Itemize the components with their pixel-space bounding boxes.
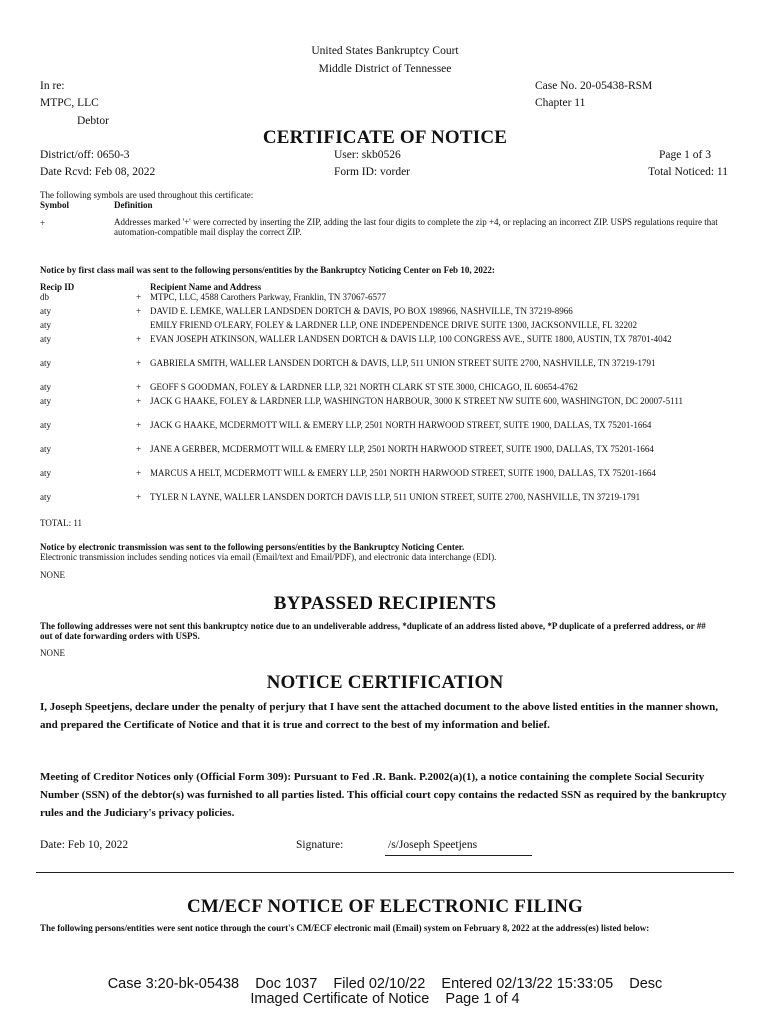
recipient-mark: + (136, 420, 142, 430)
electronic-notice-value: NONE (40, 570, 65, 580)
symbol-column-header: Symbol (40, 200, 70, 210)
bypassed-value: NONE (40, 648, 65, 658)
symbol-definition: Addresses marked '+' were corrected by inserting the ZIP, adding the last four digits to complete the zip +4, or replacing an incorrect ZIP. USPS regulations require that automation-compatible mail display the correct ZIP. (114, 217, 718, 237)
electronic-notice-heading: Notice by electronic transmission was sent to the following persons/entities by the Bankruptcy Noticing Center. (40, 542, 465, 552)
bypassed-title: BYPASSED RECIPIENTS (273, 593, 497, 614)
recipient-mark: + (136, 292, 142, 302)
form-id: Form ID: vorder (334, 166, 411, 178)
court-name: United States Bankruptcy Court (311, 45, 459, 57)
symbol-plus: + (40, 218, 46, 228)
signature-line (385, 855, 532, 856)
certification-title: NOTICE CERTIFICATION (266, 672, 504, 693)
recipient-address: JACK G HAAKE, MCDERMOTT WILL & EMERY LLP, 2501 NORTH HARWOOD STREET, SUITE 1900, DALLAS, TX 75201-1664 (150, 420, 652, 430)
court-district: Middle District of Tennessee (318, 63, 452, 75)
recipient-id: aty (40, 420, 51, 430)
mail-notice-heading: Notice by first class mail was sent to the following persons/entities by the Bankruptcy Noticing Center on Feb 10, 2022: (40, 265, 495, 275)
recipient-id: aty (40, 334, 51, 344)
user-id: User: skb0526 (334, 149, 401, 161)
recipient-address: GEOFF S GOODMAN, FOLEY & LARDNER LLP, 321 NORTH CLARK ST STE 3000, CHICAGO, IL 60654-4762 (150, 382, 578, 392)
recipient-address: DAVID E. LEMKE, WALLER LANDSDEN DORTCH & DAVIS, PO BOX 198966, NASHVILLE, TN 37219-8966 (150, 306, 573, 316)
recipient-address: JANE A GERBER, MCDERMOTT WILL & EMERY LLP, 2501 NORTH HARWOOD STREET, SUITE 1900, DALLAS, TX 75201-1664 (150, 444, 654, 454)
recipient-mark: + (136, 492, 142, 502)
total-noticed: Total Noticed: 11 (648, 166, 728, 178)
footer-case-line: Case 3:20-bk-05438 Doc 1037 Filed 02/10/22 Entered 02/13/22 15:33:05 Desc (107, 976, 663, 992)
footer-page-line: Imaged Certificate of Notice Page 1 of 4 (250, 991, 520, 1007)
recipient-address: MTPC, LLC, 4588 Carothers Parkway, Franklin, TN 37067-6577 (150, 292, 386, 302)
recipient-address: TYLER N LAYNE, WALLER LANSDEN DORTCH DAVIS LLP, 511 UNION STREET, SUITE 2700, NASHVILLE, TN 37219-1791 (150, 492, 641, 502)
recipient-id: aty (40, 306, 51, 316)
symbols-intro: The following symbols are used throughout this certificate: (40, 190, 254, 200)
recipient-mark: + (136, 334, 142, 344)
recipient-id: aty (40, 320, 51, 330)
in-re-label: In re: (40, 80, 65, 92)
recip-id-header: Recip ID (40, 282, 75, 292)
recipient-id: db (40, 292, 49, 302)
mail-total: TOTAL: 11 (40, 518, 83, 528)
date-received: Date Rcvd: Feb 08, 2022 (40, 166, 156, 178)
recipient-mark: + (136, 444, 142, 454)
page-count: Page 1 of 3 (658, 149, 711, 161)
cmecf-title: CM/ECF NOTICE OF ELECTRONIC FILING (187, 896, 583, 917)
cmecf-text: The following persons/entities were sent notice through the court's CM/ECF electronic mail (Email) system on February 8, 2022 at the address(es) listed below: (40, 923, 650, 933)
chapter: Chapter 11 (535, 97, 586, 109)
signature: /s/Joseph Speetjens (388, 839, 478, 851)
recipient-address: EMILY FRIEND O'LEARY, FOLEY & LARDNER LLP, ONE INDEPENDENCE DRIVE SUITE 1300, JACKSONVILLE, FL 32202 (150, 320, 638, 330)
district-office: District/off: 0650-3 (40, 149, 130, 161)
certification-declaration: I, Joseph Speetjens, declare under the penalty of perjury that I have sent the attached document to the above listed entities in the manner shown, and prepared the Certificate of Notice and that it is true and correct to the best of my information and belief. (40, 701, 719, 731)
definition-column-header: Definition (114, 200, 153, 210)
recipient-mark: + (136, 306, 142, 316)
recipient-id: aty (40, 468, 51, 478)
recipient-address: EVAN JOSEPH ATKINSON, WALLER LANDSEN DORTCH & DAVIS LLP, 100 CONGRESS AVE., SUITE 1800, AUSTIN, TX 78701-4042 (150, 334, 672, 344)
recipient-address: JACK G HAAKE, FOLEY & LARDNER LLP, WASHINGTON HARBOUR, 3000 K STREET NW SUITE 600, WASHINGTON, DC 20007-5111 (150, 396, 684, 406)
recipient-name-header: Recipient Name and Address (150, 282, 262, 292)
recipient-address: GABRIELA SMITH, WALLER LANSDEN DORTCH & DAVIS, LLP, 511 UNION STREET SUITE 2700, NASHVILLE, TN 37219-1791 (150, 358, 656, 368)
recipient-mark: + (136, 396, 142, 406)
recipient-id: aty (40, 396, 51, 406)
recipient-id: aty (40, 358, 51, 368)
certification-ssn-notice: Meeting of Creditor Notices only (Official Form 309): Pursuant to Fed .R. Bank. P.2002(a)(1), a notice containing the complete Social Security Number (SSN) of the debtor(s) was furnished to all parties listed. This official court copy contains the redacted SSN as required by the bankruptcy rules and the Judiciary's privacy policies. (40, 771, 727, 819)
section-divider (36, 872, 734, 873)
recipient-mark: + (136, 358, 142, 368)
recipient-id: aty (40, 492, 51, 502)
bypassed-text: The following addresses were not sent this bankruptcy notice due to an undeliverable address, *duplicate of an address listed above, *P duplicate of a preferred address, or ## out of date forwarding orders with USPS. (40, 621, 706, 641)
recipient-id: aty (40, 444, 51, 454)
recipient-address: MARCUS A HELT, MCDERMOTT WILL & EMERY LLP, 2501 NORTH HARWOOD STREET, SUITE 1900, DALLAS, TX 75201-1664 (150, 468, 656, 478)
electronic-notice-subheading: Electronic transmission includes sending notices via email (Email/text and Email/PDF), and electronic data interchange (EDI). (40, 552, 497, 562)
recipient-mark: + (136, 382, 142, 392)
recipient-id: aty (40, 382, 51, 392)
certification-date: Date: Feb 10, 2022 (40, 839, 129, 851)
recipient-mark: + (136, 468, 142, 478)
page-title: CERTIFICATE OF NOTICE (262, 127, 508, 148)
signature-label: Signature: (296, 839, 344, 851)
case-number: Case No. 20-05438-RSM (535, 80, 653, 92)
debtor-label: Debtor (77, 115, 109, 127)
debtor-name: MTPC, LLC (40, 97, 99, 109)
